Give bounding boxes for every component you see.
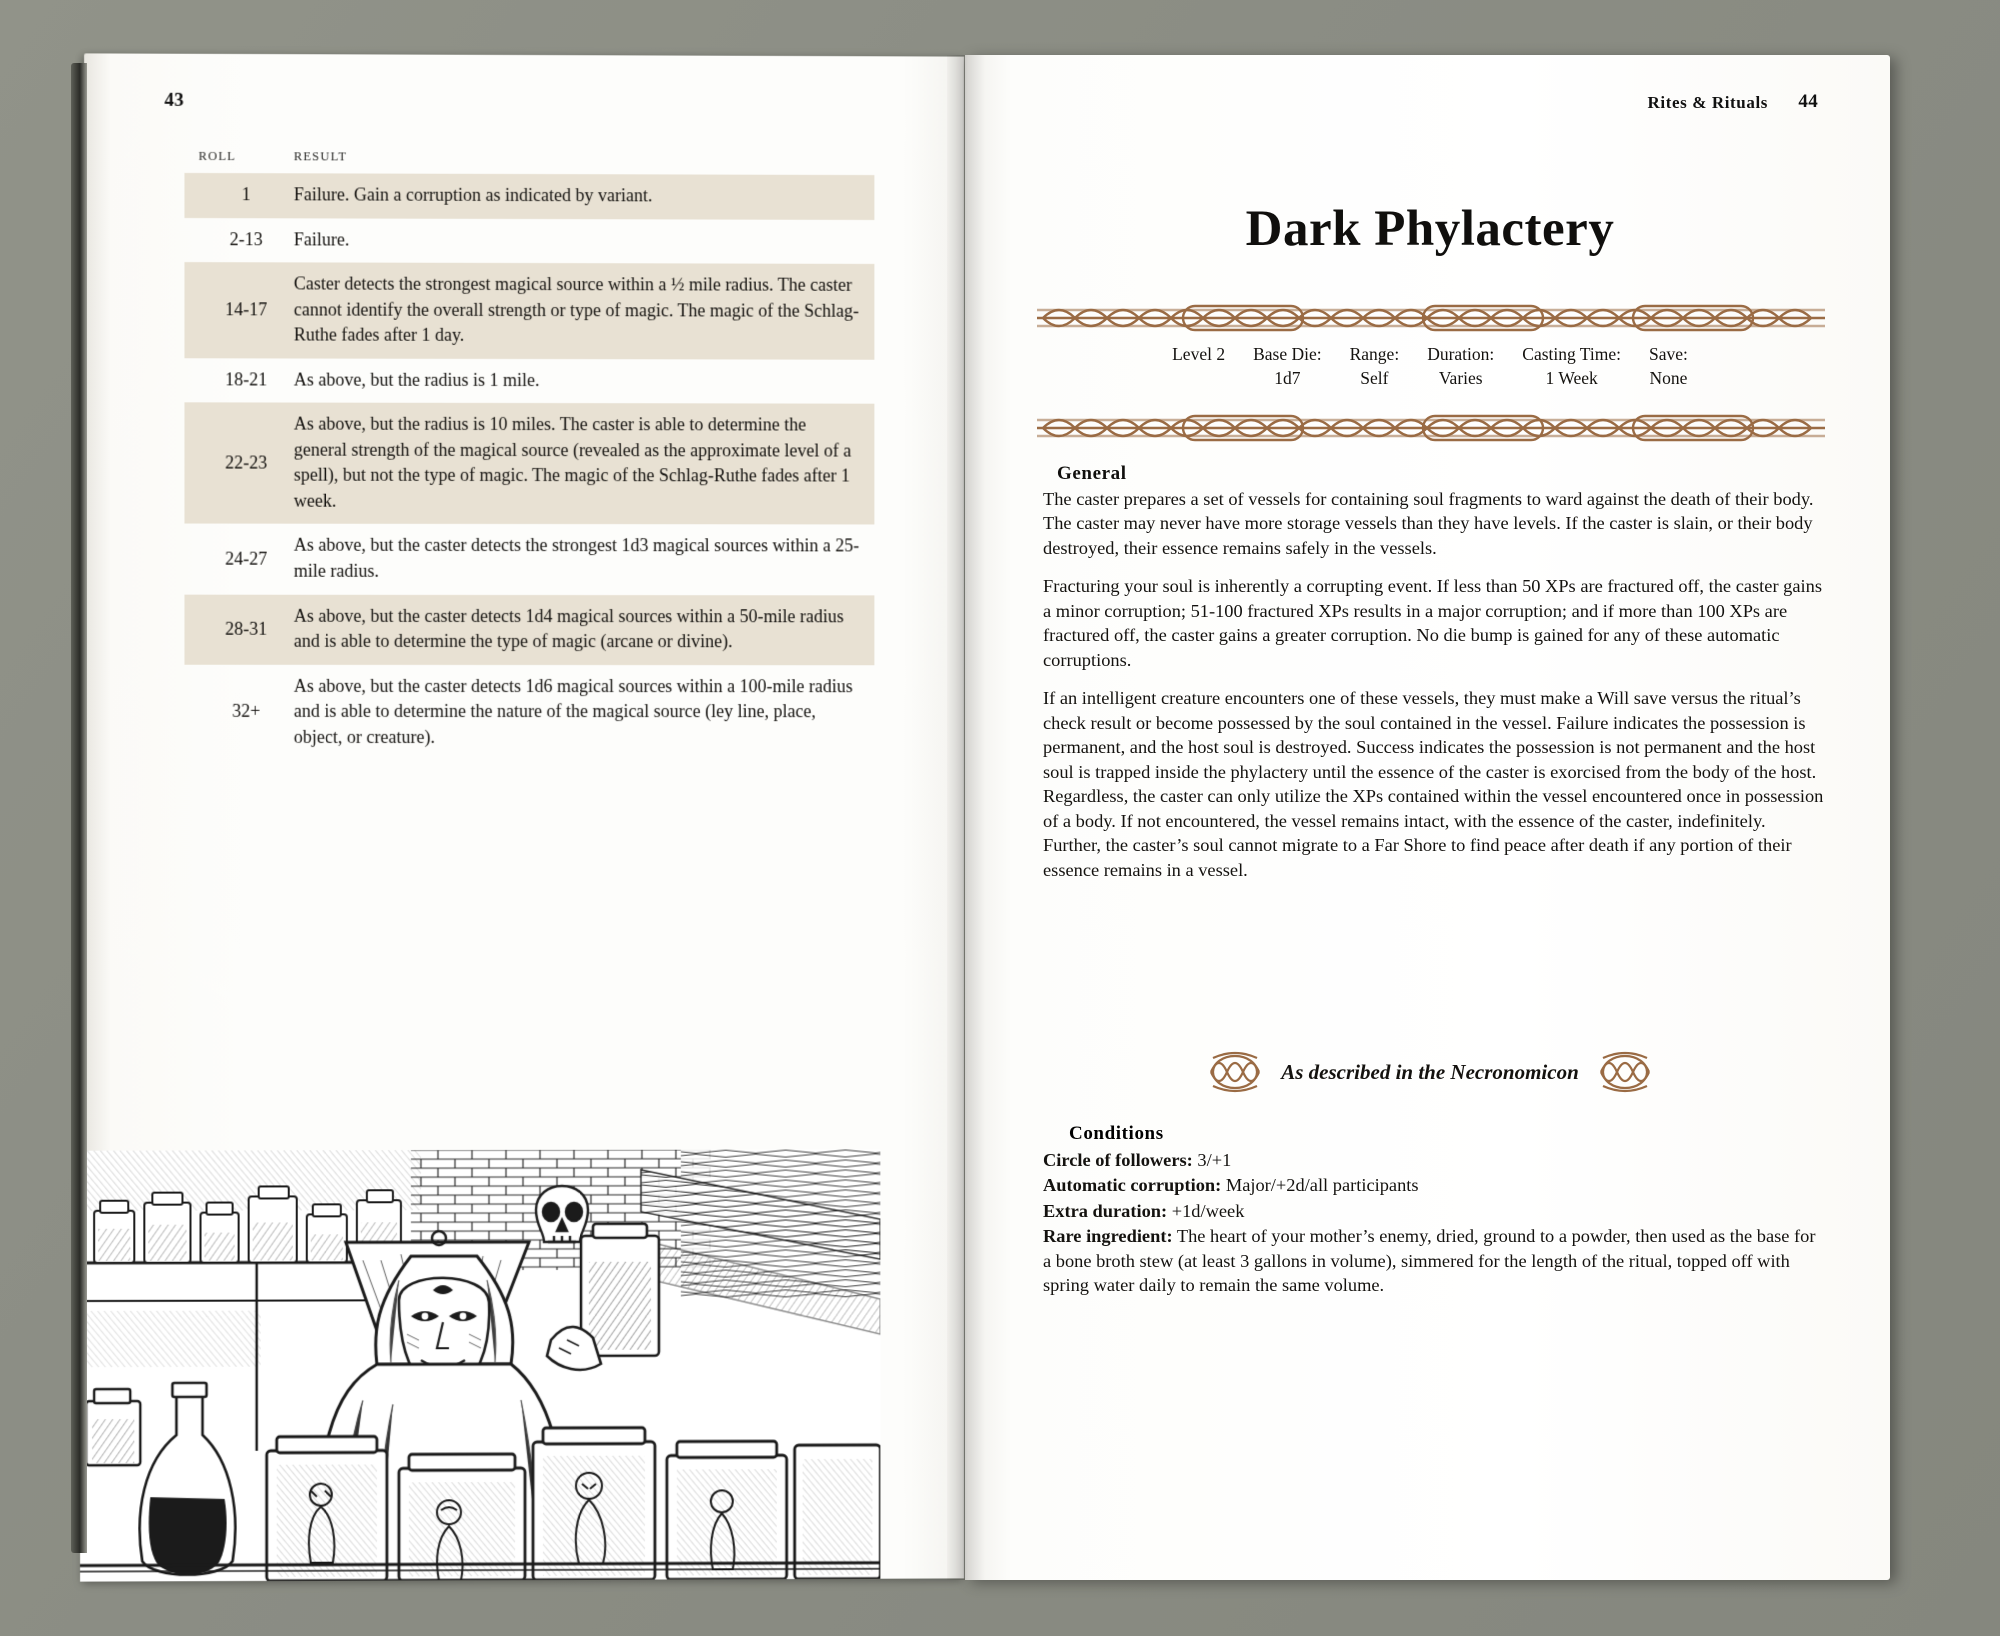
open-book [85,55,1890,1580]
cell-result: Failure. [293,228,350,250]
stat-save-label: Save: [1648,344,1688,364]
cell-roll: 24-27 [225,548,268,569]
stat-base-die-label: Base Die: [1253,344,1322,364]
stat-casting-time [1508,343,1635,390]
condition-label: Rare ingredient: [1043,1226,1173,1247]
spell-stats-row [1035,343,1825,390]
celtic-knot-divider-icon [1033,300,1829,336]
cell-result: As above, but the caster detects 1d6 magical sources within a 100-mile radius and is able to determine the nature of the magical source (ley line, place, object, or creature). [293,675,853,747]
cell-result: Failure. Gain a corruption as indicated by variant. [293,184,653,206]
source-quote-text: As described in the Necronomicon [1281,1059,1579,1084]
table-row [184,524,874,595]
table-row [184,173,874,220]
cell-result: As above, but the radius is 1 mile. [293,369,540,390]
stat-casting-time-label: Casting Time: [1522,344,1621,364]
general-paragraph: If an intelligent creature encounters one of these vessels, they must make a Will save versus the ritual’s check result or become possessed by the soul contained in the vessel. Failure indicates the possession is permanent, and the host soul is destroyed. Success indicates the possession is not permanent and the host soul is trapped inside the phylactery until the essence of the caster is exorcised from the body of the host. Regardless, the caster can only utilize the XPs contained within the vessel encountered once in possession of a body. If not encountered, the vessel remains intact, with the essence of the caster, indefinitely. Further, the caster’s soul cannot migrate to a Far Shore to find peace after death if any portion of their essence remains in a vessel. [1043,688,1824,880]
roll-results-table [184,149,874,760]
cell-roll: 22-23 [225,452,268,473]
table-row [184,664,874,760]
celtic-knot-square-icon [1593,1044,1657,1100]
condition-label: Extra duration: [1043,1200,1168,1221]
page-number-left: 43 [164,89,185,111]
stat-save-value: None [1649,367,1688,388]
cell-result: As above, but the caster detects the strongest 1d3 magical sources within a 25-mile radius. [293,535,860,581]
page-number-right: 44 [1798,91,1818,112]
stat-base-die [1239,343,1336,390]
general-paragraph: Fracturing your soul is inherently a corrupting event. If less than 50 XPs are fractured off, the caster gains a minor corruption; 51-100 fractured XPs results in a major corruption; and if more than 100 XPs are fractured off, the caster gains a greater corruption. No die bump is gained for any of these automatic corruptions. [1043,576,1822,670]
condition-line [1043,1173,1825,1197]
cell-result: Caster detects the strongest magical source within a ½ mile radius. The caster cannot identify the overall strength or type of magic. The magic of the Schlag-Ruthe fades after 1 day. [293,273,859,346]
cell-roll: 2-13 [229,228,263,250]
running-head: Rites & Rituals [1647,93,1768,112]
condition-line [1043,1148,1825,1172]
table-row [184,262,874,359]
cell-roll: 14-17 [225,299,268,320]
section-heading-general: General [1057,463,1127,484]
cell-result: As above, but the caster detects 1d4 magical sources within a 50-mile radius and is able to determine the type of magic (arcane or divine). [293,605,844,652]
table-row [184,358,874,404]
table-row [184,594,874,665]
stat-level-label: Level 2 [1172,344,1226,364]
section-heading-conditions: Conditions [1069,1123,1164,1144]
right-page [965,55,1890,1580]
conditions-section [1043,1123,1825,1299]
cell-roll: 1 [241,184,251,205]
condition-label: Circle of followers: [1043,1150,1193,1170]
stat-range-value: Self [1360,367,1389,388]
cell-result: As above, but the radius is 10 miles. The caster is able to determine the general strength of the magical source (revealed as the approximate level of a spell), but not the type of magic. The magic of the Schlag-Ruthe fades after 1 week. [293,413,852,511]
condition-label: Automatic corruption: [1043,1175,1222,1196]
stat-duration [1413,343,1508,390]
condition-text: Major/+2d/all participants [1221,1175,1419,1196]
stat-base-die-value: 1d7 [1274,367,1301,388]
condition-text: 3/+1 [1192,1150,1232,1170]
book-edge [71,63,87,1553]
cell-roll: 28-31 [225,618,268,639]
stat-level [1158,343,1239,390]
stat-casting-time-value: 1 Week [1545,367,1598,388]
condition-text: The heart of your mother’s enemy, dried, ground to a powder, then used as the base for a bone broth stew (at least 3 gallons in volume), simmered for the length of the ritual, topped off with spring water daily to remain the same volume. [1043,1226,1816,1296]
general-paragraph: The caster prepares a set of vessels for containing soul fragments to ward against the death of their body. The caster may never have more storage vessels than they have levels. If the caster is slain, or their body destroyed, their essence remains safely in the vessels. [1043,489,1814,558]
stat-range [1336,343,1414,390]
celtic-knot-square-icon [1203,1044,1267,1100]
source-quote-band [1035,1040,1825,1104]
stat-duration-label: Duration: [1427,344,1495,364]
general-section [1043,463,1825,896]
left-page [84,53,964,1581]
column-header-result: RESULT [293,149,348,164]
celtic-knot-divider-icon [1033,410,1829,446]
table-row [184,218,874,264]
condition-text: +1d/week [1167,1200,1245,1221]
table-header-row [184,149,874,166]
column-header-roll: ROLL [198,148,237,164]
cell-roll: 18-21 [225,369,268,390]
stat-duration-value: Varies [1438,367,1483,388]
table-row [184,403,874,525]
cell-roll: 32+ [232,701,261,722]
stat-range-label: Range: [1349,344,1400,364]
condition-line [1043,1224,1825,1297]
condition-line [1043,1199,1825,1223]
wizard-illustration [80,1149,880,1581]
stat-save [1635,343,1702,390]
page-title: Dark Phylactery [1245,201,1615,257]
